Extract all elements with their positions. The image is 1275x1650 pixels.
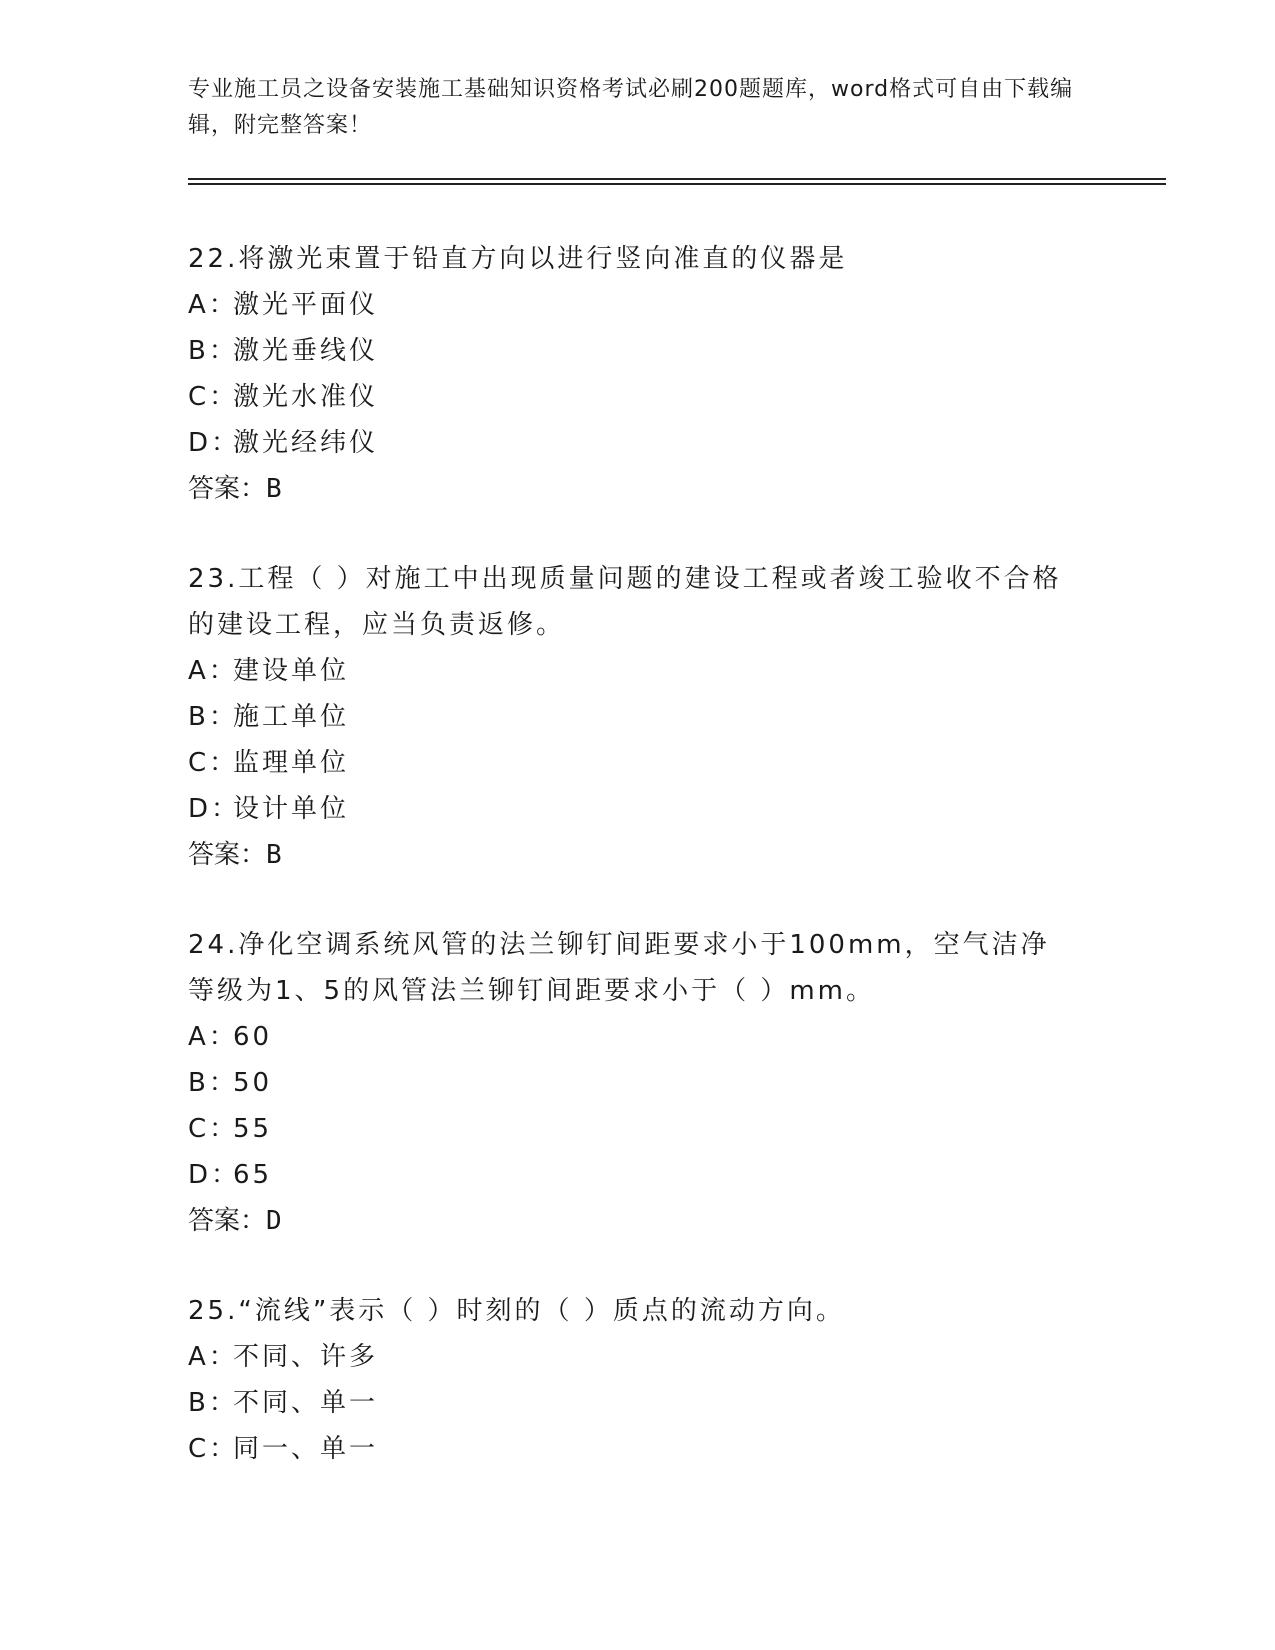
option-text: 激光水准仪 [233,382,379,412]
option-text: 监理单位 [233,748,350,778]
question-stem: 24.净化空调系统风管的法兰铆钉间距要求小于100mm，空气洁净等级为1、5的风管法兰铆钉间距要求小于（ ）mm。 [188,930,1050,1006]
option-key: A： [188,290,238,320]
option-key: D： [188,1160,241,1190]
question-23 [188,556,1068,878]
option-d [188,1152,1068,1198]
option-key: B： [188,1068,238,1098]
option-a [188,1334,1068,1380]
option-text: 60 [233,1022,273,1052]
option-text: 建设单位 [233,656,350,686]
option-d [188,786,1068,832]
answer-line: 答案：B [188,474,282,504]
option-text: 施工单位 [233,702,350,732]
option-b [188,328,1068,374]
question-22 [188,236,1068,512]
option-key: A： [188,1342,238,1372]
option-text: 不同、许多 [233,1342,379,1372]
option-key: B： [188,336,238,366]
option-text: 50 [233,1068,273,1098]
option-a [188,648,1068,694]
option-text: 55 [233,1114,273,1144]
option-text: 激光平面仪 [233,290,379,320]
option-a [188,1014,1068,1060]
option-key: B： [188,702,238,732]
option-text: 65 [233,1160,273,1190]
option-text: 激光垂线仪 [233,336,379,366]
option-key: C： [188,1114,239,1144]
question-stem: 25.“流线”表示（ ）时刻的（ ）质点的流动方向。 [188,1296,845,1326]
option-a [188,282,1068,328]
question-stem: 22.将激光束置于铅直方向以进行竖向准直的仪器是 [188,244,848,274]
option-text: 不同、单一 [233,1388,379,1418]
option-c [188,1426,1068,1472]
option-text: 激光经纬仪 [233,428,379,458]
option-c [188,374,1068,420]
header-divider-top [188,178,1166,180]
option-b [188,1060,1068,1106]
option-b [188,694,1068,740]
question-stem: 23.工程（ ）对施工中出现质量问题的建设工程或者竣工验收不合格的建设工程，应当负责返修。 [188,564,1062,640]
answer-line: 答案：B [188,840,282,870]
option-text: 设计单位 [233,794,350,824]
header-divider-bottom [188,183,1166,185]
option-key: D： [188,794,241,824]
option-b [188,1380,1068,1426]
question-25 [188,1288,1068,1472]
option-key: D： [188,428,241,458]
option-key: C： [188,382,239,412]
question-24 [188,922,1068,1244]
option-key: C： [188,748,239,778]
option-key: C： [188,1434,239,1464]
option-c [188,1106,1068,1152]
answer-line: 答案：D [188,1206,282,1236]
option-text: 同一、单一 [233,1434,379,1464]
option-key: A： [188,1022,238,1052]
option-d [188,420,1068,466]
document-header [188,72,1088,144]
option-key: B： [188,1388,238,1418]
header-title: 专业施工员之设备安装施工基础知识资格考试必刷200题题库，word格式可自由下载编辑，附完整答案！ [188,77,1074,138]
option-c [188,740,1068,786]
option-key: A： [188,656,238,686]
